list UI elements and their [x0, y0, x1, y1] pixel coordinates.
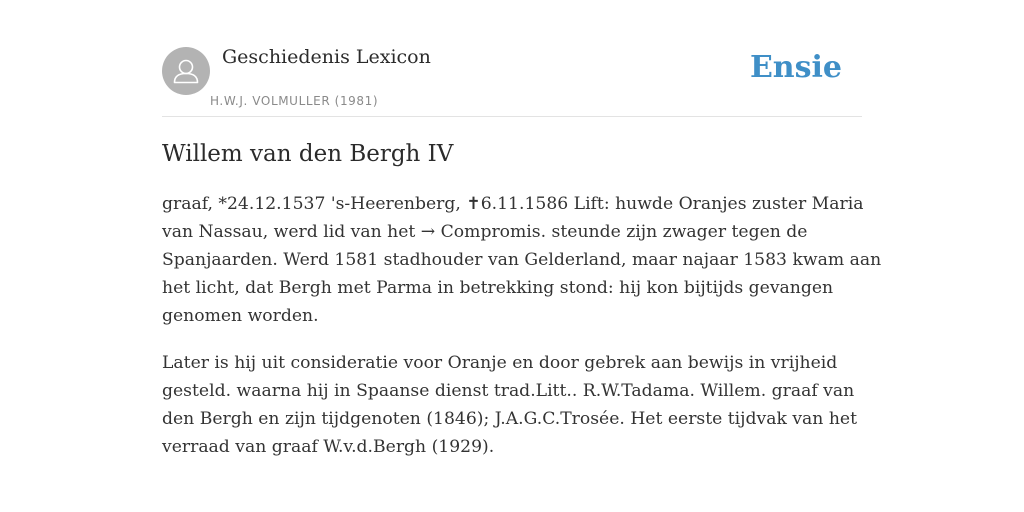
source-title[interactable]: Geschiedenis Lexicon [222, 46, 431, 68]
paragraph-line: van Nassau, werd lid van het → Compromis. steunde zijn zwager tegen de [162, 222, 808, 242]
article-paragraph [162, 349, 862, 461]
ensie-logo[interactable]: Ensie [749, 50, 842, 85]
paragraph-line: genomen worden. [162, 306, 319, 326]
paragraph-line: graaf, *24.12.1537 's-Heerenberg, ✝6.11.1586 Lift: huwde Oranjes zuster Maria [162, 194, 864, 214]
paragraph-line: het licht, dat Bergh met Parma in betrekking stond: hij kon bijtijds gevangen [162, 278, 834, 298]
user-icon[interactable] [162, 47, 210, 95]
paragraph-line: Spanjaarden. Werd 1581 stadhouder van Gelderland, maar najaar 1583 kwam aan [162, 250, 882, 270]
source-author: H.W.J. VOLMULLER (1981) [210, 94, 379, 108]
source-header [162, 44, 862, 117]
article-title: Willem van den Bergh IV [162, 141, 454, 167]
paragraph-line: gesteld. waarna hij in Spaanse dienst trad.Litt.. R.W.Tadama. Willem. graaf van [162, 381, 855, 401]
article-paragraph [162, 190, 882, 330]
paragraph-line: Later is hij uit consideratie voor Oranje en door gebrek aan bewijs in vrijheid [162, 353, 838, 373]
paragraph-line: verraad van graaf W.v.d.Bergh (1929). [162, 437, 495, 457]
article [162, 138, 882, 461]
paragraph-line: den Bergh en zijn tijdgenoten (1846); J.A.G.C.Trosée. Het eerste tijdvak van het [162, 409, 857, 429]
